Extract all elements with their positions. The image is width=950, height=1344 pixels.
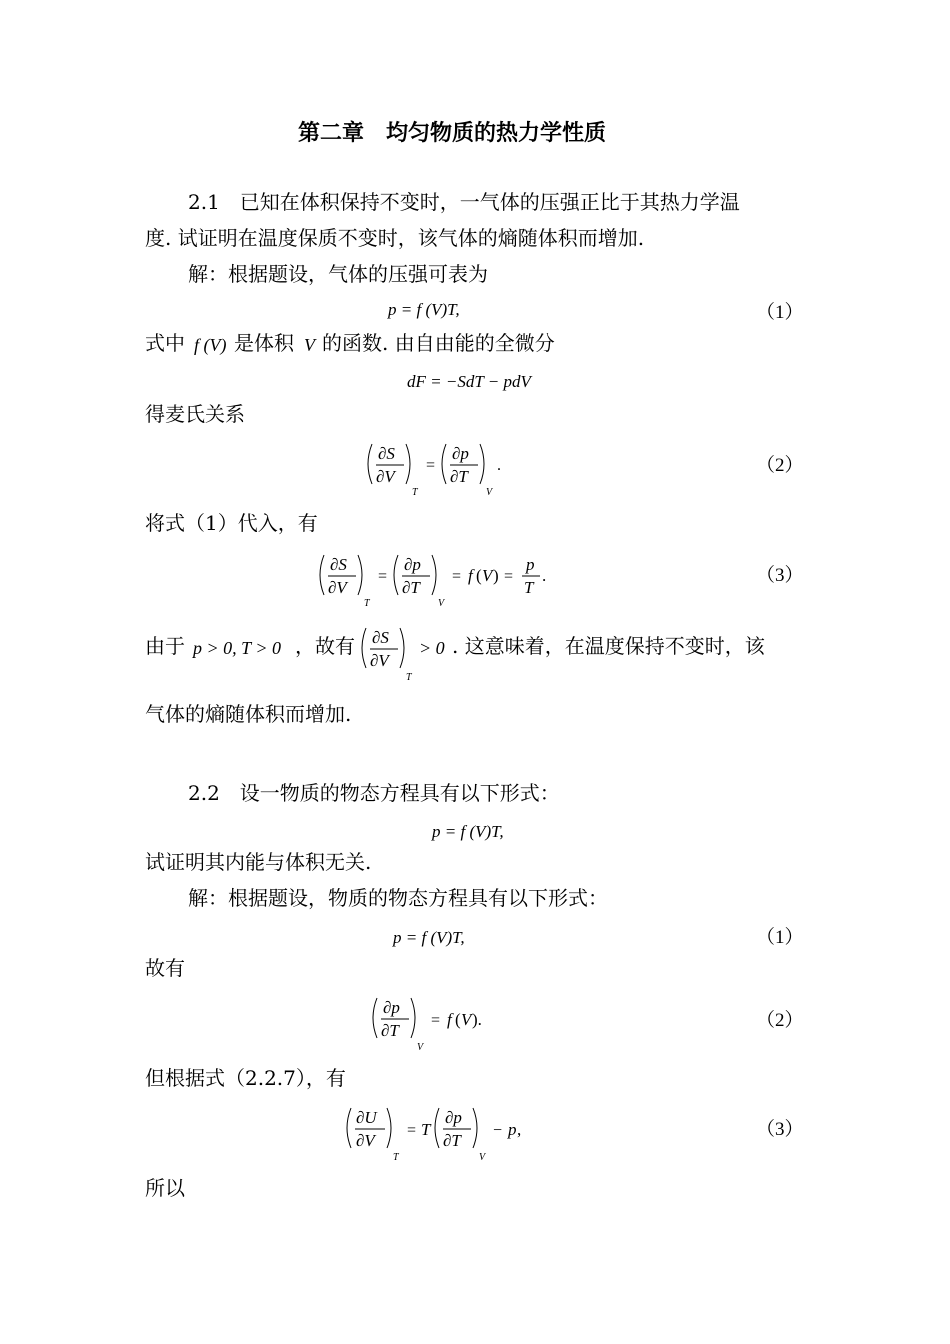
svg-text:∂T: ∂T <box>381 1021 399 1040</box>
svg-text:p: p <box>526 555 535 574</box>
svg-text:f: f <box>468 566 473 585</box>
equation-2-2-0: p = f (V)T, <box>432 822 504 841</box>
inline-math-conditions: p > 0, T > 0 <box>193 638 281 658</box>
svg-text:(: ( <box>455 1010 461 1029</box>
equation-2-1-3 <box>318 551 558 611</box>
text-2-1-line-4a: 式中 <box>145 331 185 355</box>
svg-text:∂S: ∂S <box>378 444 395 463</box>
svg-text:f: f <box>447 1010 452 1029</box>
equation-number-2-2-2: （2） <box>756 1010 804 1031</box>
text-2-1-line-7e: . 这意味着，在温度保持不变时，该 <box>452 634 765 658</box>
text-by-eq-2-2-7: 但根据式（2.2.7），有 <box>145 1066 346 1090</box>
equation-number-2-1-2: （2） <box>756 455 804 476</box>
svg-text:): ) <box>493 566 499 585</box>
equation-number-2-2-3: （3） <box>756 1119 804 1140</box>
svg-text:∂T: ∂T <box>450 467 468 486</box>
svg-text:V: V <box>482 566 493 585</box>
equation-dF: dF = −SdT − pdV <box>407 372 531 391</box>
svg-text:V: V <box>479 1152 486 1163</box>
inline-partial-S-V <box>360 624 414 684</box>
equation-2-2-2 <box>371 994 501 1054</box>
svg-text:∂V: ∂V <box>370 651 389 670</box>
svg-text:V: V <box>461 1010 472 1029</box>
svg-text:,: , <box>517 1120 522 1139</box>
svg-text:=: = <box>407 1122 417 1139</box>
svg-text:−: − <box>493 1122 503 1139</box>
text-2-1-line-4e: 的函数. 由自由能的全微分 <box>322 331 555 355</box>
inline-math-fV: f (V) <box>194 335 227 355</box>
solution-2-1-intro: 解：根据题设，气体的压强可表为 <box>188 262 488 286</box>
svg-text:.: . <box>542 566 547 585</box>
text-maxwell-relation: 得麦氏关系 <box>145 402 245 426</box>
problem-2-2-line-1: 2.2 设一物质的物态方程具有以下形式： <box>188 781 560 805</box>
svg-text:).: ). <box>472 1010 482 1029</box>
svg-text:∂p: ∂p <box>452 444 469 463</box>
svg-text:T: T <box>412 487 418 498</box>
svg-text:T: T <box>406 672 412 683</box>
problem-2-2-line-2: 试证明其内能与体积无关. <box>145 850 372 874</box>
text-2-1-line-7a: 由于 <box>145 634 185 658</box>
solution-2-2-intro: 解：根据题设，物质的物态方程具有以下形式： <box>188 886 608 910</box>
chapter-title: 第二章 均匀物质的热力学性质 <box>298 121 607 146</box>
svg-text:.: . <box>497 457 501 474</box>
svg-text:p: p <box>508 1120 517 1139</box>
problem-2-1-line-2: 度. 试证明在温度保质不变时，该气体的熵随体积而增加. <box>145 226 645 250</box>
text-substitute: 将式（1）代入，有 <box>145 511 318 535</box>
svg-text:∂p: ∂p <box>383 998 400 1017</box>
svg-text:∂V: ∂V <box>376 467 395 486</box>
svg-text:V: V <box>438 598 445 609</box>
text-2-1-line-4c: 是体积 <box>234 331 294 355</box>
equation-2-2-1: p = f (V)T, <box>393 928 465 947</box>
inline-math-V: V <box>304 335 315 355</box>
svg-text:∂T: ∂T <box>402 578 420 597</box>
text-2-1-line-7c: ，故有 <box>295 634 355 658</box>
equation-2-2-3 <box>345 1104 535 1164</box>
svg-text:T: T <box>421 1120 431 1139</box>
equation-2-1-1: p = f (V)T, <box>388 300 460 319</box>
equation-number-2-2-1: （1） <box>756 927 804 948</box>
equation-2-1-2 <box>366 440 506 500</box>
svg-text:∂p: ∂p <box>404 555 421 574</box>
svg-text:=: = <box>426 457 436 474</box>
svg-text:T: T <box>524 578 534 597</box>
problem-2-1-line-1: 2.1 已知在体积保持不变时，一气体的压强正比于其热力学温 <box>188 190 740 214</box>
svg-text:∂S: ∂S <box>372 628 389 647</box>
svg-text:∂V: ∂V <box>356 1131 375 1150</box>
svg-text:∂T: ∂T <box>443 1131 461 1150</box>
svg-text:V: V <box>417 1042 424 1053</box>
svg-text:=: = <box>452 568 462 585</box>
text-therefore: 所以 <box>145 1176 185 1200</box>
equation-number-2-1-3: （3） <box>756 565 804 586</box>
inline-math-gt-zero: > 0 <box>419 638 445 658</box>
svg-text:=: = <box>378 568 388 585</box>
equation-number-2-1-1: （1） <box>756 302 804 323</box>
svg-text:∂U: ∂U <box>356 1108 377 1127</box>
svg-text:T: T <box>393 1152 399 1163</box>
text-hence: 故有 <box>145 956 185 980</box>
svg-text:∂V: ∂V <box>328 578 347 597</box>
text-2-1-line-8: 气体的熵随体积而增加. <box>145 702 352 726</box>
svg-text:∂p: ∂p <box>445 1108 462 1127</box>
svg-text:(: ( <box>476 566 482 585</box>
svg-text:∂S: ∂S <box>330 555 347 574</box>
svg-text:=: = <box>431 1012 441 1029</box>
svg-text:T: T <box>364 598 370 609</box>
svg-text:=: = <box>504 568 514 585</box>
svg-text:V: V <box>486 487 493 498</box>
